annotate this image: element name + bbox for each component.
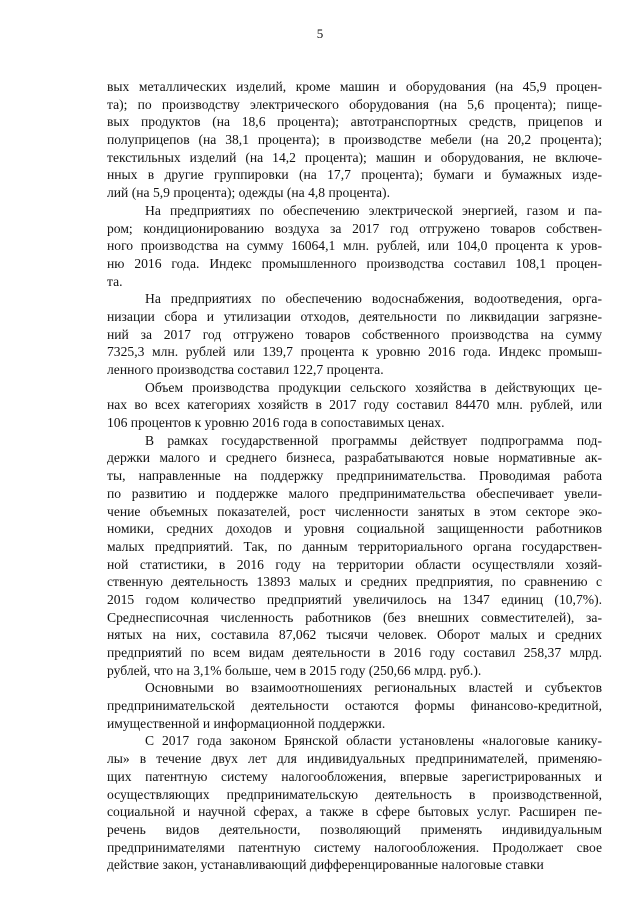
paragraph [107, 679, 602, 732]
page-number: 5 [316, 26, 324, 41]
text-line: 2015 годом количество предприятий увеличилось на 1347 единиц (10,7%). [107, 591, 602, 607]
text-line: номики, средних доходов и уровня социальной защищенности работников [107, 521, 602, 537]
text-line: ню 2016 года. Индекс промышленного производства составил 108,1 процен- [107, 255, 602, 271]
paragraph [107, 379, 602, 432]
text-line: чение объемных показателей, рост численности занятых в этом секторе эко- [107, 503, 602, 519]
text-line: Среднесписочная численность работников (без внешних совместителей), за- [107, 609, 602, 625]
text-line: Объем производства продукции сельского хозяйства в действующих це- [145, 379, 602, 395]
text-line: щих патентную систему налогообложения, впервые зарегистрированных и [107, 768, 602, 784]
text-line: ленного производства составил 122,7 процента. [107, 362, 384, 377]
text-line: С 2017 года законом Брянской области установлены «налоговые канику- [145, 733, 602, 749]
text-line: нных в другие группировки (на 17,7 процента); бумаги и бумажных изде- [107, 167, 602, 183]
paragraph [107, 732, 602, 874]
text-line: ного производства на сумму 16064,1 млн. рублей, или 104,0 процента к уров- [107, 238, 602, 254]
text-line: 7325,3 млн. рублей или 139,7 процента к уровню 2016 года. Индекс промыш- [107, 344, 602, 360]
text-line: действие закон, устанавливающий дифференцированные налоговые ставки [107, 857, 544, 873]
text-line: та. [107, 273, 123, 289]
text-line: вых металлических изделий, кроме машин и оборудования (на 45,9 процен- [107, 79, 602, 94]
text-line: ты, направленные на поддержку предпринимательства. Проводимая работа [107, 468, 602, 484]
text-line: лы» в течение двух лет для индивидуальных предпринимателей, применяю- [107, 751, 602, 767]
text-line: предпринимательской деятельности остаются формы финансово-кредитной, [107, 698, 602, 714]
text-line: по развитию и поддержке малого предпринимательства обеспечивает увели- [107, 485, 602, 501]
text-line: текстильных изделий (на 14,2 процента); машин и оборудования, не включе- [107, 149, 602, 165]
text-line: полуприцепов (на 38,1 процента); в производстве мебели (на 20,2 процента); [107, 132, 602, 148]
text-line: низации сбора и утилизации отходов, деятельности по ликвидации загрязне- [107, 308, 602, 324]
text-line: ром; кондиционированию воздуха за 2017 год отгружено товаров собствен- [107, 220, 602, 236]
text-line: В рамках государственной программы действует подпрограмма под- [145, 432, 602, 448]
text-line: Основными во взаимоотношениях региональных властей и субъектов [145, 680, 602, 696]
text-body [107, 78, 602, 874]
text-line: осуществляющих предпринимательскую деятельность в производственной, [107, 786, 602, 802]
text-line: малых предприятий. Так, по данным территориального органа государствен- [107, 538, 602, 554]
text-line: лий (на 5,9 процента); одежды (на 4,8 процента). [107, 185, 390, 201]
text-line: имущественной и информационной поддержки. [107, 715, 386, 731]
text-line: речень видов деятельности, позволяющий применять индивидуальным [107, 821, 602, 837]
text-line: ний за 2017 год отгружено товаров собственного производства на сумму [107, 326, 602, 342]
text-line: та); по производству электрического оборудования (на 5,6 процента); пище- [107, 96, 602, 112]
text-line: нах во всех категориях хозяйств в 2017 году составил 84470 млн. рублей, или [107, 397, 602, 413]
text-line: предприятий по всем видам деятельности в 2016 году составил 258,37 млрд. [107, 645, 602, 660]
paragraph [107, 432, 602, 680]
paragraph [107, 290, 602, 378]
paragraph [107, 78, 602, 202]
text-line: нятых на них, составила 87,062 тысячи человек. Оборот малых и средних [107, 627, 602, 643]
text-line: 106 процентов к уровню 2016 года в сопоставимых ценах. [107, 415, 445, 431]
text-line: На предприятиях по обеспечению водоснабжения, водоотведения, орга- [145, 291, 602, 307]
text-line: ственную деятельность 13893 малых и средних предприятия, по сравнению с [107, 574, 602, 590]
text-line: предпринимателями патентную систему налогообложения. Продолжает свое [107, 839, 602, 855]
text-line: рублей, что на 3,1% больше, чем в 2015 году (250,66 млрд. руб.). [107, 662, 482, 678]
text-line: ной статистики, в 2016 году на территории области осуществляли хозяй- [107, 556, 602, 572]
text-line: держки малого и среднего бизнеса, разрабатываются новые нормативные ак- [107, 450, 602, 466]
paragraph [107, 202, 602, 290]
text-line: социальной и научной сферах, а также в сфере бытовых услуг. Расширен пе- [107, 804, 602, 820]
text-line: вых продуктов (на 18,6 процента); автотранспортных средств, прицепов и [107, 114, 602, 130]
text-line: На предприятиях по обеспечению электрической энергией, газом и па- [145, 202, 602, 218]
